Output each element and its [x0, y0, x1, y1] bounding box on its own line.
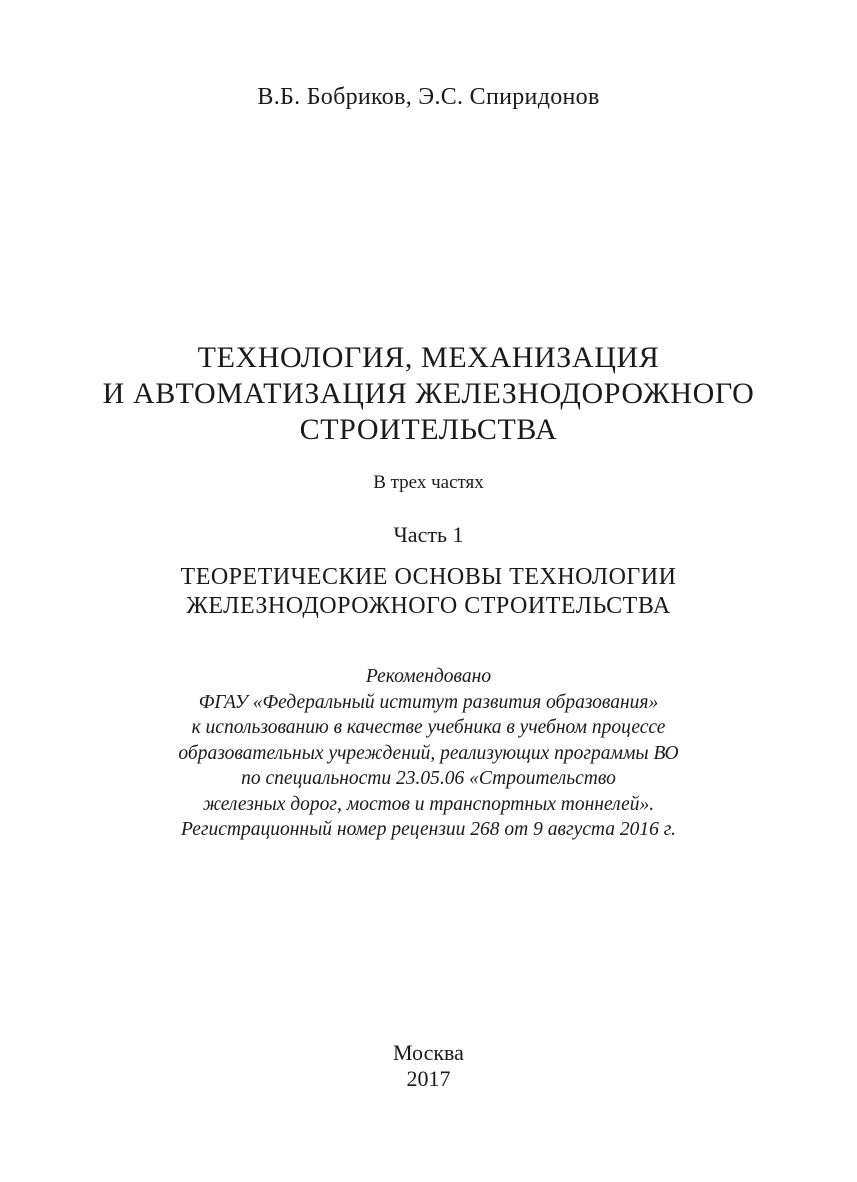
recommendation-line: к использованию в качестве учебника в учебном процессе [191, 717, 666, 738]
book-title-line: И АВТОМАТИЗАЦИЯ ЖЕЛЕЗНОДОРОЖНОГО [102, 377, 755, 410]
part-title-line: ТЕОРЕТИЧЕСКИЕ ОСНОВЫ ТЕХНОЛОГИИ [180, 564, 677, 590]
imprint-city: Москва [393, 1040, 464, 1065]
recommendation-line: по специальности 23.05.06 «Строительство [241, 768, 616, 789]
authors: В.Б. Бобриков, Э.С. Спиридонов [257, 84, 600, 110]
book-title-line: СТРОИТЕЛЬСТВА [299, 413, 558, 446]
part-title [0, 563, 857, 621]
recommendation-line: железных дорог, мостов и транспортных тоннелей». [202, 793, 655, 815]
recommendation-line: Рекомендовано [365, 666, 492, 687]
book-title [0, 340, 857, 448]
recommendation-line: Регистрационный номер рецензии 268 от 9 августа 2016 г. [181, 819, 676, 840]
parts-note: В трех частях [373, 472, 484, 493]
book-title-line: ТЕХНОЛОГИЯ, МЕХАНИЗАЦИЯ [197, 341, 660, 374]
part-number: Часть 1 [393, 522, 464, 547]
imprint-year: 2017 [406, 1066, 451, 1091]
recommendation-line: образовательных учреждений, реализующих программы ВО [178, 742, 679, 764]
recommendation-block [0, 664, 857, 843]
recommendation-line: ФГАУ «Федеральный иститут развития образования» [198, 691, 659, 713]
part-title-line: ЖЕЛЕЗНОДОРОЖНОГО СТРОИТЕЛЬСТВА [186, 593, 671, 619]
